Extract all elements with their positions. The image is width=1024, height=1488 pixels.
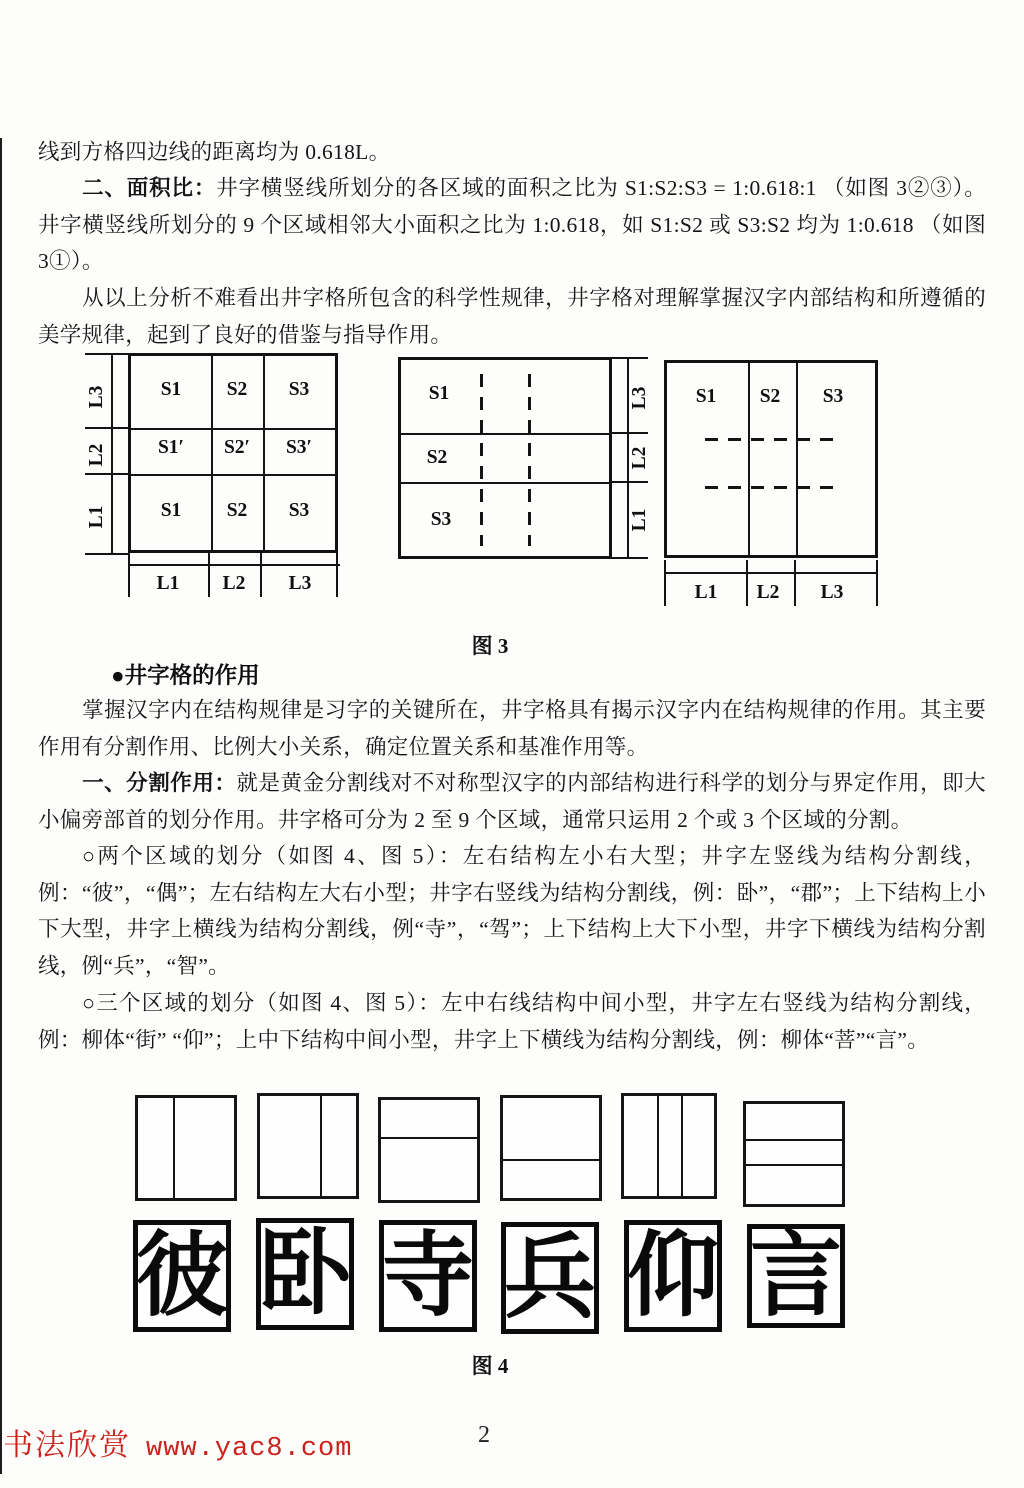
figure4-grid-middle-small-horizontal bbox=[743, 1101, 845, 1207]
paragraph-two-regions: ○两个区域的划分（如图 4、图 5）：左右结构左小右大型；井字左竖线为结构分割线，例：“彼”，“偶”；左右结构左大右小型；井字右竖线为结构分割线，例：卧”，“郡”；上下结构上小下大型，井字上横线为结构分割线，例“寺”，“驾”；上下结构上大下小型，井字下横线为结构分割线，例“兵”，“智”。 bbox=[38, 844, 986, 978]
paragraph-body: 井字横竖线所划分的各区域的面积之比为 S1:S2:S3 = 1:0.618:1 （如图 3②③）。井字横竖线所划分的 9 个区域相邻大小面积之比为 1:0.618，如 S1:S2 或 S3:S2 均为 1:0.618 （如图 3①）。 bbox=[38, 176, 986, 274]
paragraph-lead: 一、分割作用： bbox=[82, 771, 237, 795]
calligraphy-character: 寺 bbox=[382, 1225, 475, 1327]
page-number: 2 bbox=[478, 1422, 490, 1448]
paragraph-body: 就是黄金分割线对不对称型汉字的内部结构进行科学的划分与界定作用，即大小偏旁部首的划分作用。井字格可分为 2 至 9 个区域，通常只运用 2 个或 3 个区域的分割。 bbox=[38, 771, 986, 832]
figure4-grid-row bbox=[135, 1093, 845, 1205]
paragraph-lead: 二、面积比： bbox=[82, 176, 217, 200]
calligraphy-character: 卧 bbox=[259, 1223, 352, 1325]
character-box bbox=[379, 1220, 477, 1332]
dim-label: L2 bbox=[629, 446, 651, 470]
calligraphy-character: 言 bbox=[750, 1225, 843, 1327]
row-label: S2 bbox=[426, 447, 448, 469]
tick bbox=[876, 560, 878, 606]
grid-line bbox=[681, 1096, 683, 1196]
dim-label: L2 bbox=[756, 582, 780, 604]
cell-label: S1′ bbox=[157, 437, 185, 459]
grid-line bbox=[320, 1096, 322, 1196]
grid-line bbox=[746, 1164, 842, 1166]
paragraph-three-regions: ○三个区域的划分（如图 4、图 5）：左中右线结构中间小型，井字左右竖线为结构分割线，例：柳体“街” “仰”；上中下结构中间小型，井字上下横线为结构分割线，例：柳体“菩”“言”。 bbox=[38, 991, 986, 1052]
figure-3 bbox=[0, 348, 1024, 638]
dim-label: L1 bbox=[694, 582, 718, 604]
character-box bbox=[747, 1224, 845, 1328]
dim-label: L2 bbox=[222, 573, 246, 595]
dim-label: L3 bbox=[629, 386, 651, 410]
cell-label: S2′ bbox=[223, 437, 251, 459]
cell-label: S3 bbox=[288, 500, 310, 522]
dimension-line bbox=[664, 572, 878, 574]
character-box bbox=[256, 1218, 354, 1330]
col-label: S2 bbox=[759, 386, 781, 408]
tick bbox=[664, 560, 666, 606]
tick bbox=[794, 560, 796, 606]
dashed-line bbox=[705, 438, 843, 441]
grid3-box bbox=[664, 360, 878, 558]
watermark-url[interactable]: www.yac8.com bbox=[146, 1434, 353, 1464]
scan-edge-artifact bbox=[0, 138, 2, 1474]
dim-label: L3 bbox=[820, 582, 844, 604]
cell-label: S1 bbox=[160, 379, 182, 401]
col-label: S1 bbox=[695, 386, 717, 408]
paragraph-purpose: 掌握汉字内在结构规律是习字的关键所在，井字格具有揭示汉字内在结构规律的作用。其主要作用有分割作用、比例大小关系，确定位置关系和基准作用等。 bbox=[38, 698, 986, 759]
paragraph-area-ratio bbox=[38, 170, 986, 280]
row-label: S3 bbox=[430, 509, 452, 531]
dashed-line bbox=[705, 486, 843, 489]
cell-label: S3′ bbox=[285, 437, 313, 459]
figure4-grid-bottom-small bbox=[500, 1095, 602, 1201]
figure3-diagram-3 bbox=[0, 348, 960, 618]
section-heading: ●井字格的作用 bbox=[111, 663, 260, 688]
cell-label: S1 bbox=[160, 500, 182, 522]
paragraph-distance: 线到方格四边线的距离均为 0.618L。 bbox=[38, 140, 391, 164]
character-box bbox=[501, 1222, 599, 1334]
calligraphy-character: 仰 bbox=[627, 1225, 720, 1327]
cell-label: S3 bbox=[288, 379, 310, 401]
character-box bbox=[624, 1220, 722, 1332]
cell-label: S2 bbox=[226, 500, 248, 522]
dim-label: L1 bbox=[86, 505, 108, 529]
dim-label: L1 bbox=[156, 573, 180, 595]
row-label: S1 bbox=[428, 383, 450, 405]
figure4-character-row bbox=[133, 1218, 847, 1336]
character-box bbox=[133, 1220, 231, 1332]
figure3-caption: 图 3 bbox=[471, 634, 509, 658]
col-label: S3 bbox=[822, 386, 844, 408]
figure4-grid-left-small bbox=[135, 1095, 237, 1201]
watermark-site-name: 书法欣赏 bbox=[3, 1429, 131, 1462]
grid-line bbox=[381, 1137, 477, 1139]
dim-label: L3 bbox=[288, 573, 312, 595]
dim-label: L3 bbox=[86, 385, 108, 409]
calligraphy-character: 彼 bbox=[136, 1225, 229, 1327]
figure4-grid-right-small bbox=[257, 1093, 359, 1199]
paragraph-conclusion: 从以上分析不难看出井字格所包含的科学性规律，井字格对理解掌握汉字内部结构和所遵循的美学规律，起到了良好的借鉴与指导作用。 bbox=[38, 286, 986, 347]
calligraphy-character: 兵 bbox=[504, 1227, 597, 1329]
grid-line bbox=[796, 363, 798, 555]
figure4-grid-middle-small-vertical bbox=[621, 1093, 717, 1199]
figure4-grid-top-small bbox=[378, 1097, 480, 1203]
dim-label: L2 bbox=[86, 443, 108, 467]
figure4-caption: 图 4 bbox=[471, 1354, 509, 1378]
grid-line bbox=[173, 1098, 175, 1198]
grid-line bbox=[657, 1096, 659, 1196]
dim-label: L1 bbox=[629, 508, 651, 532]
cell-label: S2 bbox=[226, 379, 248, 401]
paragraph-division bbox=[38, 765, 986, 838]
grid-line bbox=[503, 1159, 599, 1161]
grid-line bbox=[746, 1139, 842, 1141]
